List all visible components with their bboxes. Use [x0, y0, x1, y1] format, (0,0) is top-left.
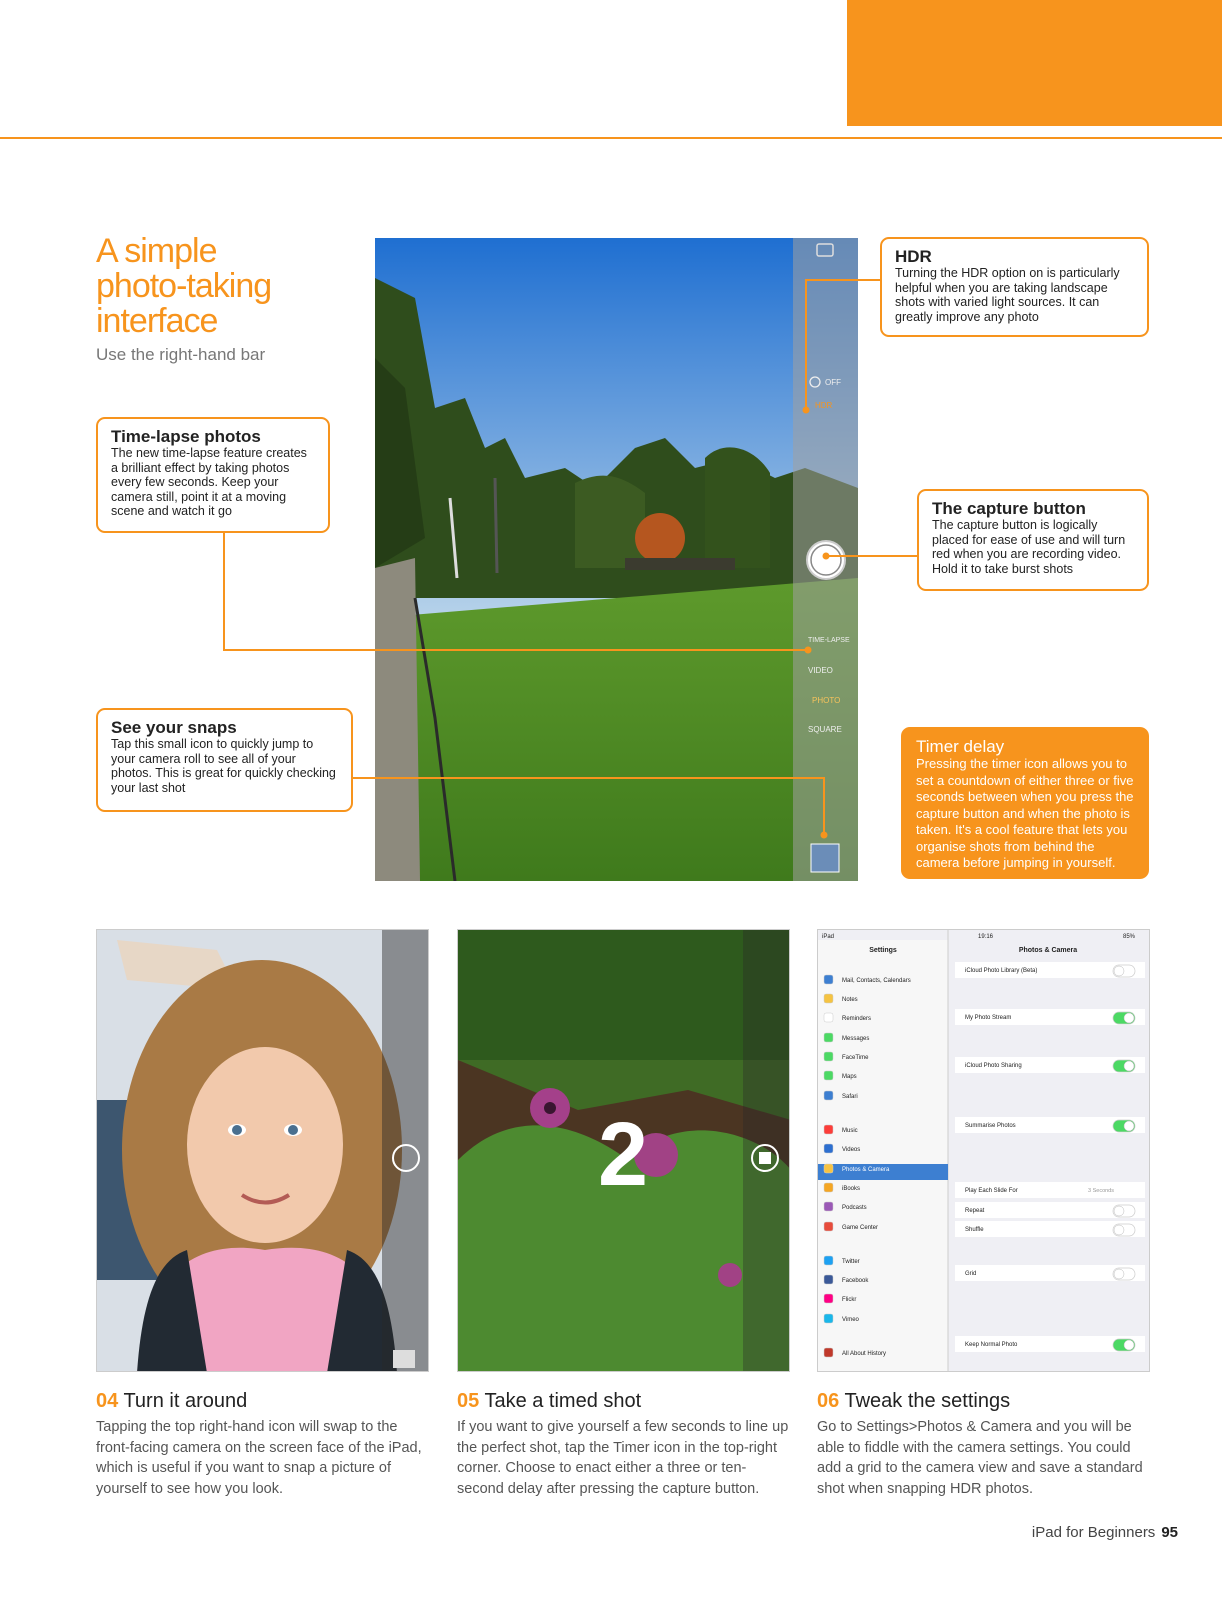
- settings-menu-item[interactable]: Messages: [842, 1036, 870, 1042]
- camera-roll-thumbnail[interactable]: [811, 844, 839, 872]
- settings-menu-item[interactable]: All About History: [842, 1351, 887, 1357]
- settings-screenshot: [817, 929, 1150, 1372]
- step-04-body: Tapping the top right-hand icon will swap to the front-facing camera on the screen face of the iPad, which is useful if you want to snap a picture of yourself to see how you look.: [96, 1419, 422, 1497]
- step-04: [96, 1389, 431, 1499]
- callout-timelapse: [96, 417, 330, 533]
- title-line-3: interface: [96, 302, 218, 340]
- settings-menu-icon: [824, 1314, 833, 1323]
- settings-menu-icon: [824, 1202, 833, 1211]
- settings-menu-icon: [824, 1256, 833, 1265]
- settings-menu-item[interactable]: iBooks: [842, 1186, 861, 1192]
- callout-hdr: [880, 237, 1149, 337]
- settings-row-label: Repeat: [965, 1208, 985, 1214]
- garden-photo: [458, 930, 790, 1372]
- callout-timer: [901, 727, 1149, 879]
- settings-menu-item[interactable]: Notes: [842, 997, 858, 1003]
- step-05-number: 05: [457, 1390, 480, 1412]
- settings-menu-icon: [824, 1144, 833, 1153]
- page-title: [96, 234, 356, 339]
- settings-menu-icon: [824, 975, 833, 984]
- callout-timer-heading: Timer delay: [916, 737, 1005, 756]
- park-scene-photo: [375, 238, 858, 881]
- settings-row-label: iCloud Photo Library (Beta): [965, 968, 1038, 974]
- settings-menu-item[interactable]: Game Center: [842, 1225, 879, 1231]
- settings-menu-item[interactable]: Podcasts: [842, 1205, 867, 1211]
- settings-menu-icon: [824, 1348, 833, 1357]
- settings-menu-item[interactable]: Safari: [842, 1094, 858, 1100]
- settings-menu-icon: [824, 994, 833, 1003]
- settings-row-label: Shuffle: [965, 1227, 984, 1233]
- callout-capture: [917, 489, 1149, 591]
- settings-menu-item[interactable]: Reminders: [842, 1016, 872, 1022]
- settings-menu-icon: [824, 1164, 833, 1173]
- callout-timelapse-body: The new time-lapse feature creates a brilliant effect by taking photos every few seconds. Keep your camera still, point it at a moving scene and watch it go: [111, 446, 307, 518]
- settings-menu-icon: [824, 1183, 833, 1192]
- timer-screenshot: [457, 929, 790, 1372]
- settings-menu-item[interactable]: Photos & Camera: [842, 1167, 890, 1173]
- selfie-screenshot: [96, 929, 429, 1372]
- settings-row-label: iCloud Photo Sharing: [965, 1063, 1022, 1069]
- settings-toggle-knob: [1114, 1225, 1124, 1235]
- settings-row-label: Summarise Photos: [965, 1123, 1016, 1129]
- publication-name: iPad for Beginners: [1031, 1524, 1156, 1541]
- settings-row-value: 3 Seconds: [1088, 1188, 1114, 1194]
- settings-menu-icon: [824, 1294, 833, 1303]
- settings-toggle-knob: [1124, 1340, 1134, 1350]
- settings-status-time: 19:16: [978, 934, 994, 940]
- callout-snaps-body: Tap this small icon to quickly jump to your camera roll to see all of your photos. This is great for quickly checking your last shot: [111, 737, 336, 795]
- step-04-title: Turn it around: [123, 1390, 248, 1412]
- settings-menu-icon: [824, 1013, 833, 1022]
- settings-row-label: My Photo Stream: [965, 1015, 1012, 1021]
- title-line-1: A simple: [96, 232, 217, 270]
- settings-row-label: Play Each Slide For: [965, 1188, 1018, 1194]
- timer-countdown: 2: [597, 1105, 649, 1205]
- settings-toggle-knob: [1114, 966, 1124, 976]
- callout-timelapse-heading: Time-lapse photos: [111, 427, 261, 446]
- camera-screenshot: [375, 238, 858, 881]
- settings-menu-item[interactable]: Music: [842, 1128, 858, 1134]
- callout-capture-body: The capture button is logically placed for ease of use and will turn red when you are recording video. Hold it to take burst shots: [932, 518, 1126, 576]
- settings-ui: [818, 930, 1150, 1372]
- settings-menu-item[interactable]: Videos: [842, 1147, 861, 1153]
- step-04-number: 04: [96, 1390, 119, 1412]
- settings-menu-item[interactable]: Twitter: [842, 1259, 860, 1265]
- settings-left-title: Settings: [869, 947, 897, 954]
- step-06-title: Tweak the settings: [844, 1390, 1011, 1412]
- hdr-label[interactable]: HDR: [815, 401, 833, 410]
- step-05: [457, 1389, 792, 1499]
- step-06-body: Go to Settings>Photos & Camera and you will be able to fiddle with the camera settings. You could add a grid to the camera view and save a standard shot when snapping HDR photos.: [817, 1419, 1143, 1497]
- settings-menu-icon: [824, 1275, 833, 1284]
- settings-menu-icon: [824, 1125, 833, 1134]
- mode-video[interactable]: VIDEO: [808, 666, 833, 675]
- settings-toggle-knob: [1114, 1269, 1124, 1279]
- settings-toggle-knob: [1114, 1206, 1124, 1216]
- settings-status-battery: 85%: [1123, 934, 1136, 940]
- callout-hdr-body: Turning the HDR option on is particularly helpful when you are taking landscape shots with varied light sources. It can greatly improve any photo: [895, 266, 1120, 324]
- settings-menu-item[interactable]: Vimeo: [842, 1317, 859, 1323]
- settings-menu-item[interactable]: FaceTime: [842, 1055, 869, 1061]
- settings-menu-icon: [824, 1033, 833, 1042]
- callout-capture-heading: The capture button: [932, 499, 1086, 518]
- portrait-photo: [97, 930, 429, 1372]
- page-number: 95: [1161, 1524, 1178, 1541]
- settings-toggle-knob: [1124, 1061, 1134, 1071]
- callout-snaps-heading: See your snaps: [111, 718, 237, 737]
- header-rule: [0, 137, 1222, 139]
- settings-menu-icon: [824, 1052, 833, 1061]
- settings-row-label: Keep Normal Photo: [965, 1342, 1018, 1348]
- title-line-2: photo-taking: [96, 267, 272, 305]
- settings-menu-icon: [824, 1091, 833, 1100]
- settings-right-title: Photos & Camera: [1018, 947, 1078, 954]
- settings-row-label: Grid: [965, 1271, 977, 1277]
- header-color-block: [847, 0, 1222, 126]
- mode-timelapse[interactable]: TIME-LAPSE: [808, 637, 850, 644]
- settings-toggle-knob: [1124, 1013, 1134, 1023]
- step-05-title: Take a timed shot: [484, 1390, 642, 1412]
- step-05-body: If you want to give yourself a few seconds to line up the perfect shot, tap the Timer icon in the top-right corner. Choose to enact either a three or ten-second delay after pressing the capture button.: [457, 1419, 789, 1497]
- callout-timer-body: Pressing the timer icon allows you to set a countdown of either three or five seconds between when you press the capture button and when the photo is taken. It's a cool feature that lets you organise shots from behind the camera before jumping in yourself.: [916, 756, 1134, 870]
- settings-menu-item[interactable]: Mail, Contacts, Calendars: [842, 978, 911, 984]
- callout-hdr-heading: HDR: [895, 247, 932, 266]
- page-subtitle: Use the right-hand bar: [96, 345, 266, 364]
- hdr-off-label[interactable]: OFF: [825, 378, 841, 387]
- mode-photo[interactable]: PHOTO: [812, 696, 841, 705]
- callout-snaps: [96, 708, 353, 812]
- settings-menu-item[interactable]: Maps: [842, 1074, 857, 1080]
- settings-status-left: iPad: [822, 934, 835, 940]
- settings-menu-item[interactable]: Facebook: [842, 1278, 869, 1284]
- settings-menu-icon: [824, 1222, 833, 1231]
- settings-menu-icon: [824, 1071, 833, 1080]
- settings-toggle-knob: [1124, 1121, 1134, 1131]
- page-footer: [1032, 1524, 1178, 1541]
- step-06-number: 06: [817, 1390, 840, 1412]
- step-06: [817, 1389, 1152, 1499]
- mode-square[interactable]: SQUARE: [808, 725, 842, 734]
- settings-menu-item[interactable]: Flickr: [842, 1297, 857, 1303]
- selfie-camera-roll[interactable]: [393, 1350, 415, 1368]
